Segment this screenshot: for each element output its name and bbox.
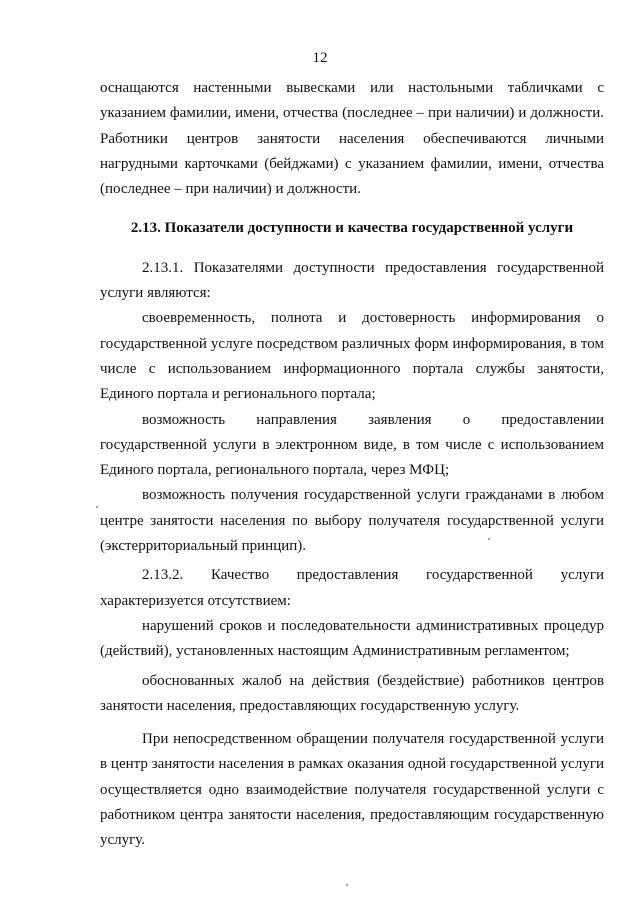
document-body bbox=[100, 76, 604, 854]
closing-paragraph: При непосредственном обращении получателя государственной услуги в центр занятости населения в рамках оказания одной государственной услуги осуществляется одно взаимодействие получателя государственной услуги с работником центра занятости населения, предоставляющим государственную услугу. bbox=[100, 731, 604, 849]
section-heading: 2.13. Показатели доступности и качества государственной услуги bbox=[130, 220, 574, 237]
scan-speck bbox=[488, 538, 490, 540]
availability-item: своевременность, полнота и достоверность информирования о государственной услуге посредством различных форм информирования, в том числе с использованием информационного портала службы занятости, Единого портала и регионального портала; bbox=[100, 310, 604, 403]
section-2-13-2-intro: 2.13.2. Качество предоставления государственной услуги характеризуется отсутствием: bbox=[100, 567, 604, 609]
availability-item: возможность направления заявления о предоставлении государственной услуги в электронном виде, в том числе с использованием Единого портала, регионального портала, через МФЦ; bbox=[100, 411, 604, 479]
quality-item: обоснованных жалоб на действия (бездействие) работников центров занятости населения, предоставляющих государственную услугу. bbox=[100, 672, 604, 714]
quality-item: нарушений сроков и последовательности административных процедур (действий), установленных настоящим Административным регламентом; bbox=[100, 617, 604, 660]
section-2-13-1-intro: 2.13.1. Показателями доступности предоставления государственной услуги являются: bbox=[100, 259, 604, 302]
scan-speck bbox=[96, 506, 98, 508]
continuation-paragraph: оснащаются настенными вывесками или настольными табличками с указанием фамилии, имени, отчества (последнее – при наличии) и должности. Работники центров занятости населения обеспечиваются личными нагрудными карточками (бейджами) с указанием фамилии, имени, отчества (последнее – при наличии) и должности. bbox=[100, 80, 604, 198]
availability-item: возможность получения государственной услуги гражданами в любом центре занятости населения по выбору получателя государственной услуги (экстерриториальный принцип). bbox=[100, 487, 604, 555]
scan-speck bbox=[346, 884, 348, 886]
page-number: 12 bbox=[312, 50, 328, 66]
